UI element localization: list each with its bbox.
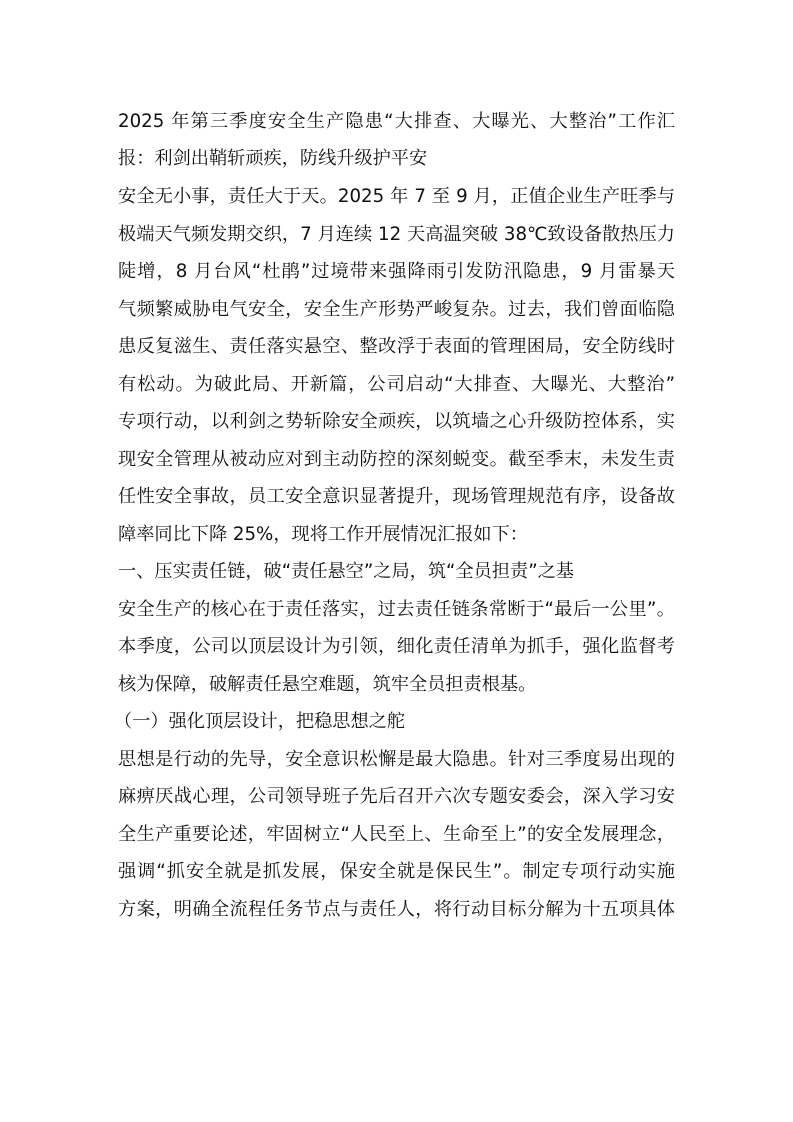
document-title-line-2: 报：利剑出鞘斩顽疾，防线升级护平安 [118,148,428,169]
subsection-1-paragraph-line: 方案，明确全流程任务节点与责任人，将行动目标分解为十五项具体 [118,899,675,920]
document-title-line-1: 2025 年第三季度安全生产隐患“大排查、大曝光、大整治”工作汇 [118,111,675,132]
section-1-paragraph-line: 核为保障，破解责任悬空难题，筑牢全员担责根基。 [118,674,537,695]
intro-paragraph-line: 患反复滋生、责任落实悬空、整改浮于表面的管理困局，安全防线时 [118,336,675,357]
intro-paragraph-line: 极端天气频发期交织，7 月连续 12 天高温突破 38℃致设备散热压力 [118,224,675,245]
section-1-heading: 一、压实责任链，破“责任悬空”之局，筑“全员担责”之基 [118,561,575,582]
section-1-paragraph-line: 本季度，公司以顶层设计为引领，细化责任清单为抓手，强化监督考 [118,636,675,657]
section-1-paragraph-line: 安全生产的核心在于责任落实，过去责任链条常断于“最后一公里”。 [118,599,675,620]
intro-paragraph-line: 陡增，8 月台风“杜鹃”过境带来强降雨引发防汛隐患，9 月雷暴天 [118,261,675,282]
intro-paragraph-line: 专项行动，以利剑之势斩除安全顽疾，以筑墙之心升级防控体系，实 [118,411,675,432]
intro-paragraph-line: 有松动。为破此局、开新篇，公司启动“大排查、大曝光、大整治” [118,374,675,395]
intro-paragraph-line: 现安全管理从被动应对到主动防控的深刻蜕变。截至季末，未发生责 [118,449,675,470]
intro-paragraph-line: 安全无小事，责任大于天。2025 年 7 至 9 月，正值企业生产旺季与 [118,186,675,207]
intro-paragraph-line: 障率同比下降 25%，现将工作开展情况汇报如下： [118,524,528,545]
subsection-1-paragraph-line: 全生产重要论述，牢固树立“人民至上、生命至上”的安全发展理念， [118,824,675,845]
subsection-1-paragraph-line: 强调“抓安全就是抓发展，保安全就是保民生”。制定专项行动实施 [118,861,675,882]
subsection-1-paragraph-line: 思想是行动的先导，安全意识松懈是最大隐患。针对三季度易出现的 [118,749,675,770]
intro-paragraph-line: 气频繁威胁电气安全，安全生产形势严峻复杂。过去，我们曾面临隐 [118,299,675,320]
subsection-1-paragraph-line: 麻痹厌战心理，公司领导班子先后召开六次专题安委会，深入学习安 [118,786,675,807]
subsection-1-heading: （一）强化顶层设计，把稳思想之舵 [114,711,406,732]
intro-paragraph-line: 任性安全事故，员工安全意识显著提升，现场管理规范有序，设备故 [118,486,675,507]
